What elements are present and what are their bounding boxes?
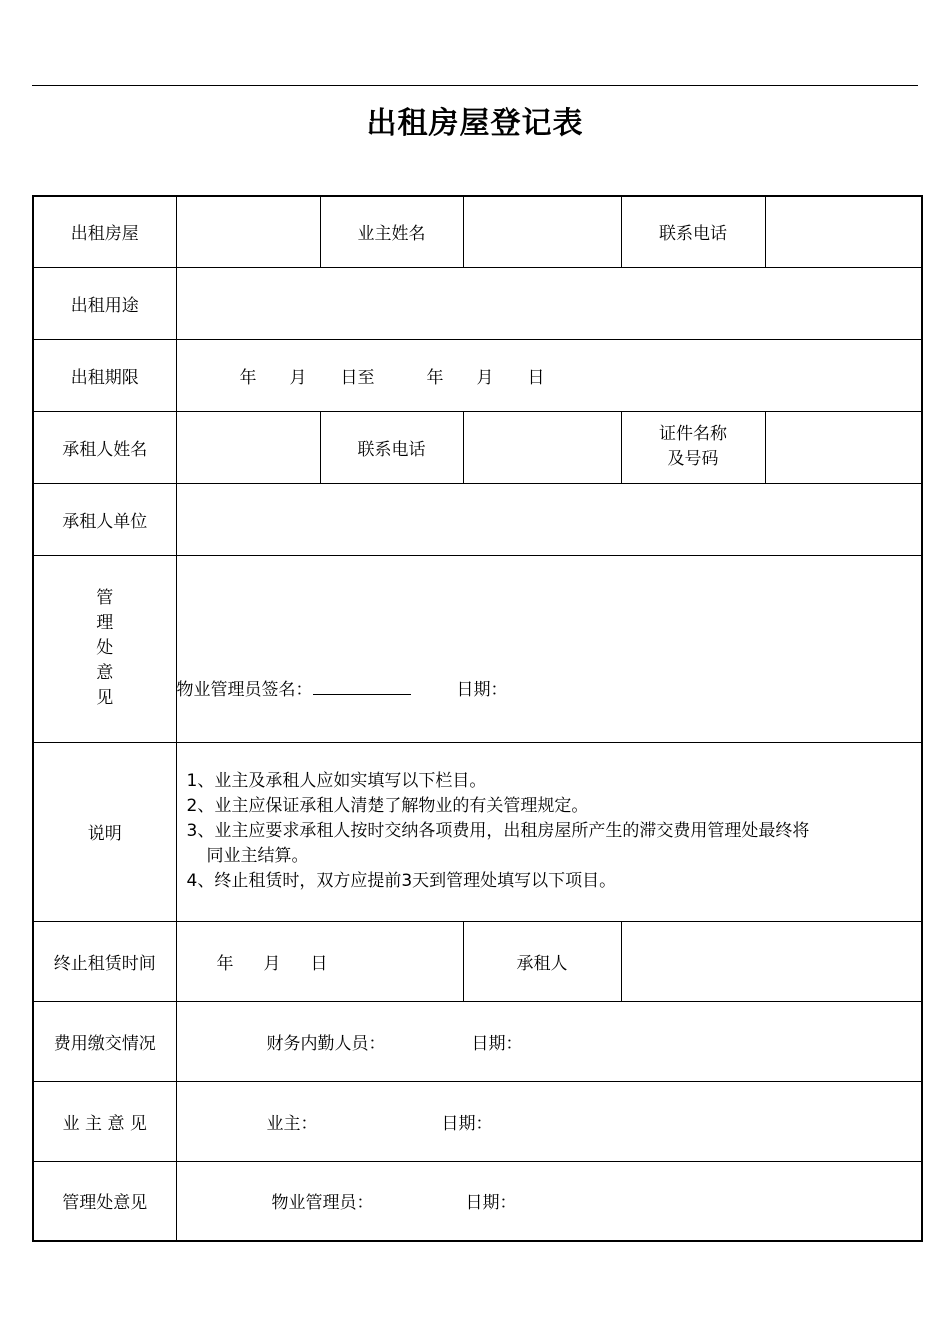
id-doc-field[interactable] [765,411,922,483]
period-year-end: 年 [426,367,444,388]
tenant-unit-field[interactable] [176,483,922,555]
row-owner-opinion [33,1081,922,1161]
rental-period-field[interactable] [176,339,922,411]
lease-end-date-field[interactable] [176,921,463,1001]
mgmt-char: 意 [96,663,114,683]
management-final-label: 管理处意见 [33,1161,176,1241]
row-rental-use [33,267,922,339]
row-tenant-unit [33,483,922,555]
end-day: 日 [310,953,328,974]
rental-use-label: 出租用途 [33,267,176,339]
owner-phone-field[interactable] [765,196,922,267]
fee-payment-label: 费用缴交情况 [33,1001,176,1081]
management-date-label: 日期： [465,1193,517,1214]
management-opinion-field[interactable] [176,555,922,742]
period-day-to: 日至 [340,367,375,388]
notes-content [176,742,922,921]
tenant-name-field[interactable] [176,411,320,483]
period-day-end: 日 [527,367,545,388]
note-item-continued: 同业主结算。 [206,846,309,866]
mgmt-char: 管 [96,588,114,608]
tenant-phone-field[interactable] [463,411,621,483]
tenant-name-label: 承租人姓名 [33,411,176,483]
end-year: 年 [216,953,234,974]
page-title: 出租房屋登记表 [366,106,584,141]
fee-date-label: 日期： [471,1033,523,1054]
period-month-end: 月 [476,367,494,388]
row-rental-period [33,339,922,411]
owner-sign-label: 业主： [266,1113,318,1134]
tenant-unit-label: 承租人单位 [33,483,176,555]
rental-house-field[interactable] [176,196,320,267]
lease-end-tenant-field[interactable] [621,921,922,1001]
manager-date-label: 日期： [456,679,508,700]
id-doc-label-line1: 证件名称 [659,424,727,444]
note-item: 1、业主及承租人应如实填写以下栏目。 [186,771,487,791]
notes-label: 说明 [33,742,176,921]
id-doc-label [621,411,765,483]
row-management-final [33,1161,922,1241]
row-lease-end [33,921,922,1001]
row-fee-payment [33,1001,922,1081]
management-final-field[interactable] [176,1161,922,1241]
lease-end-tenant-label: 承租人 [463,921,621,1001]
note-item: 3、业主应要求承租人按时交纳各项费用，出租房屋所产生的滞交费用管理处最终将 [186,821,810,841]
owner-name-field[interactable] [463,196,621,267]
row-management-opinion [33,555,922,742]
rental-use-field[interactable] [176,267,922,339]
top-rule [32,85,918,86]
tenant-phone-label: 联系电话 [320,411,463,483]
row-notes [33,742,922,921]
row-rental-house [33,196,922,267]
row-tenant [33,411,922,483]
owner-date-label: 日期： [441,1113,493,1134]
owner-name-label: 业主姓名 [320,196,463,267]
mgmt-char: 处 [96,638,114,658]
period-month-start: 月 [289,367,307,388]
management-opinion-label [33,555,176,742]
note-item: 2、业主应保证承租人清楚了解物业的有关管理规定。 [186,796,589,816]
owner-opinion-label: 业 主 意 见 [33,1081,176,1161]
fee-payment-field[interactable] [176,1001,922,1081]
mgmt-char: 理 [96,613,114,633]
note-item: 4、终止租赁时，双方应提前3天到管理处填写以下项目。 [186,871,617,891]
property-manager-label: 物业管理员： [271,1193,374,1214]
signature-line[interactable] [313,680,411,695]
finance-staff-label: 财务内勤人员： [266,1033,386,1054]
id-doc-label-line2: 及号码 [667,449,719,469]
period-year-start: 年 [239,367,257,388]
rental-period-label: 出租期限 [33,339,176,411]
rental-house-label: 出租房屋 [33,196,176,267]
owner-opinion-field[interactable] [176,1081,922,1161]
owner-phone-label: 联系电话 [621,196,765,267]
end-month: 月 [263,953,281,974]
mgmt-char: 见 [96,688,114,708]
rental-registration-form [32,195,923,1242]
lease-end-label: 终止租赁时间 [33,921,176,1001]
manager-sign-label: 物业管理员签名： [176,679,313,700]
